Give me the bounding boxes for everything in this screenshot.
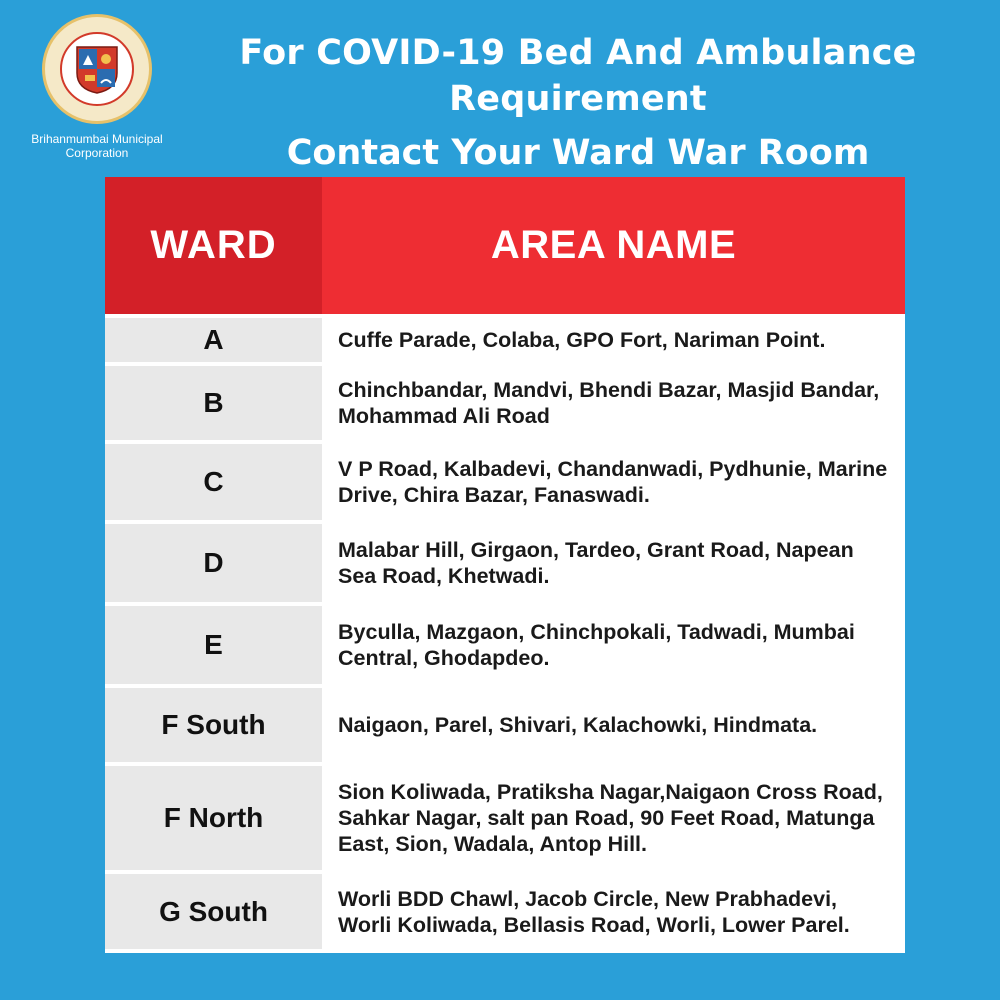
ward-cell: E [105, 606, 322, 684]
ward-cell: A [105, 318, 322, 362]
table-row [105, 684, 905, 762]
ward-cell: C [105, 444, 322, 520]
table-header [105, 177, 905, 314]
table-row [105, 314, 905, 362]
table-row [105, 520, 905, 602]
ward-cell: B [105, 366, 322, 440]
header-ward: WARD [105, 177, 322, 314]
table-row [105, 602, 905, 684]
area-cell: Malabar Hill, Girgaon, Tardeo, Grant Road, Napean Sea Road, Khetwadi. [322, 524, 905, 602]
ward-cell: G South [105, 874, 322, 949]
ward-cell: F South [105, 688, 322, 762]
bmc-logo [22, 14, 172, 160]
area-cell: Chinchbandar, Mandvi, Bhendi Bazar, Masjid Bandar, Mohammad Ali Road [322, 366, 905, 440]
bmc-seal-icon [42, 14, 152, 124]
table-row [105, 440, 905, 520]
header-area-name: AREA NAME [322, 177, 905, 314]
area-cell: Byculla, Mazgaon, Chinchpokali, Tadwadi, Mumbai Central, Ghodapdeo. [322, 606, 905, 684]
area-cell: Worli BDD Chawl, Jacob Circle, New Prabhadevi, Worli Koliwada, Bellasis Road, Worli, Lower Parel. [322, 874, 905, 949]
headline [178, 30, 978, 176]
area-cell: Naigaon, Parel, Shivari, Kalachowki, Hindmata. [322, 688, 905, 762]
ward-cell: D [105, 524, 322, 602]
headline-line2: Contact Your Ward War Room [286, 133, 870, 173]
area-cell: Cuffe Parade, Colaba, GPO Fort, Nariman Point. [322, 318, 905, 362]
org-name [22, 132, 172, 160]
headline-line1: For COVID-19 Bed And Ambulance Requirement [239, 33, 917, 119]
org-name-line1: Brihanmumbai Municipal [31, 132, 163, 146]
ward-cell: F North [105, 766, 322, 870]
table-row [105, 362, 905, 440]
area-cell: Sion Koliwada, Pratiksha Nagar,Naigaon Cross Road, Sahkar Nagar, salt pan Road, 90 Feet Road, Matunga East, Sion, Wadala, Antop Hill. [322, 766, 905, 870]
ward-table [105, 177, 905, 953]
org-name-line2: Corporation [65, 146, 129, 160]
area-cell: V P Road, Kalbadevi, Chandanwadi, Pydhunie, Marine Drive, Chira Bazar, Fanaswadi. [322, 444, 905, 520]
table-row [105, 762, 905, 870]
table-row [105, 870, 905, 949]
